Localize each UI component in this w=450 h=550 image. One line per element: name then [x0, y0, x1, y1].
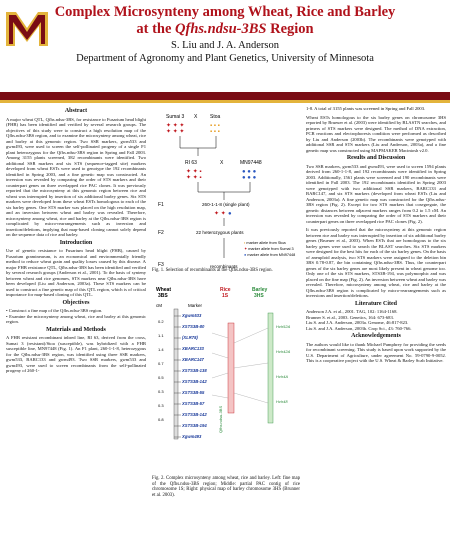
fig1-stoa: Stoa	[210, 114, 221, 120]
fig2-marker: XBARC147	[182, 357, 204, 362]
fig2-marker: XSTS3B-142	[182, 379, 207, 384]
methods-text: A FHB resistant recombinant inbred line, RI 63, derived from the cross, Sumai 3 (resistant)/Stoa (susceptible), was hybridized with a FHB susceptible line, MN97448 (Fig. 1). An F1 plant, 260-1-1-8, heterozygous for the Qfhs.ndsu-3BS region, was identified using three SSR markers, gwm533, BARC133 and gwm493. Two SSR markers, gwm533 and gwm493, were used to screen recombinants from the self-pollinated progeny of 260-1-	[6, 335, 146, 373]
abstract-heading: Abstract	[64, 108, 88, 114]
fig2-marker: XSTS3B-55	[182, 390, 205, 395]
svg-text:3HS: 3HS	[254, 293, 264, 299]
fig2-barley: Barley	[252, 287, 268, 293]
svg-text:● ● ●: ● ● ●	[242, 175, 257, 181]
svg-text:▪ ▪ ▪: ▪ ▪ ▪	[210, 123, 220, 129]
objective-2: • Examine the microsynteny among wheat, rice and barley at this genomic region.	[6, 313, 146, 324]
header-rule	[0, 92, 450, 100]
poster-title-line2: at the Qfhs.ndsu-3BS Region	[136, 21, 314, 37]
lit-1: Anderson J.A. et al., 2001. TAG, 102: 1164-1168.	[306, 309, 398, 314]
results-text-2: It was previously reported that the microsynteny at this genomic region between rice and barley was interrupted by insertion of six additional barley genes (Brueuer et al., 2003). When ESTs that are homologous to the six barley genes were used to search the BLAST searches. Six STS markers were designed for the best hits for each of the six barley genes. On the basis of aneuploid analysis, two STS markers were assigned to the deletion bin 3BS 0.78-0.87, the bin containing Qfhs.ndsu-3BS. Thus, the counterpart genes of the six barley genes are most likely present in wheat genome too. Only one of the six STS markers, STS3B-194, was polymorphic and was placed on the fine map (Fig. 2). An inversion between wheat and barley was revealed. Therefore, microsynteny among wheat, rice and barley at the Qfhs.ndsu-3BS region is complicated by micro-rearrangements such as inversions and insertion/deletions.	[306, 227, 446, 298]
intro-text: Use of genetic resistance to Fusarium head blight (FHB), caused by Fusarium graminearum, is an economical and environmentally friendly method to reduce wheat grain and quality losses caused by this disease. A major FHB resistance QTL, Qfhs.ndsu-3BS has been identified and verified by several research groups (Anderson et al., 2001). To the basis of synteny between wheat and rice genomes, STS markers near Qfhs.ndsu-3BS have been developed (Liu and Anderson, 2003a). These STS markers can be used to construct a fine genetic map of this QTL region, which is of critical importance for map-based cloning of this QTL.	[6, 248, 146, 297]
objectives-heading: Objectives	[62, 299, 90, 306]
department: Department of Agronomy and Plant Genetics, University of Minnesota	[76, 53, 374, 64]
svg-text:▪ ▪ ▪: ▪ ▪ ▪	[210, 129, 220, 135]
fig2-marker: XSTS3B-57	[182, 401, 205, 406]
svg-text:●: ●	[228, 211, 232, 217]
fig2-barley-chr	[268, 313, 273, 423]
header-rule-gold	[0, 100, 450, 103]
fig1-legend	[244, 241, 295, 257]
fig2-distance: 0.8	[158, 417, 164, 422]
fig1-f1: F1	[158, 202, 164, 208]
fig1-mn: MN97448	[240, 160, 262, 166]
fig1-f2: F2	[158, 230, 164, 236]
svg-text:✦ ✦ ▪: ✦ ✦ ▪	[186, 175, 202, 181]
svg-text:● ● ●: ● ● ●	[242, 169, 257, 175]
svg-text:● marker allele from MN97448: ● marker allele from MN97448	[244, 253, 296, 257]
fig2-marker: XSTS3B-80	[182, 324, 205, 329]
fig2-distance: 0.3	[158, 389, 164, 394]
fig1-caption: Fig. 1. Selection of recombinants at the Qfhs.ndsu-3BS region.	[152, 268, 273, 273]
svg-text:✦ ✦ ▪: ✦ ✦ ▪	[186, 169, 202, 175]
fig2-marker-label: Marker	[188, 303, 203, 308]
fig2-barley-gene: Hvh52A	[276, 324, 291, 329]
fig2-synteny-lines	[212, 328, 268, 403]
fig2-qtl: Qfhs.ndsu-3BS	[218, 405, 223, 433]
results-text-1: Two SSR markers, gwm533 and gwm493, were used to screen 1594 plants derived from 260-1-1-8, and 192 recombinants were identified in Spring 2003. Additionally, 1561 plants were screened and 190 recombinants were identified in Fall 2003. The 192 recombinants identified in Spring 2003 were genotyped with two additional SSR markers, BARC133 and BARC147, and six STS markers (developed from wheat ESTs (Liu and Anderson, 2003a). A fine genetic map was constructed for the Qfhs.ndsu-3BS region (Fig. 2). Except for two STS markers that cosegregate, the genetic distances between adjacent markers ranges from 0.2 to 1.5 cM. An inversion was revealed by comparing the order of STS markers and their counterpart genes on three overlapped rice PAC clones (Fig. 2).	[306, 163, 446, 224]
intro-heading: Introduction	[59, 239, 93, 246]
fig2-distance: 1.4	[158, 347, 164, 352]
fig2-barley-gene: Hvh48	[276, 399, 288, 404]
ack-text: The authors would like to thank Michael Pumphrey for providing the seeds for recombinant screening. This study is based upon work supported by the U.S. Department of Agriculture, under agreement No. 59-0790-9-0052. This is a cooperative project with the U.S. Wheat & Barley Scab Initiative.	[306, 341, 446, 363]
fig1-recombinants: recombinants	[210, 264, 238, 269]
figure-2	[152, 283, 302, 473]
svg-text:▪ marker allele from Stoa: ▪ marker allele from Stoa	[244, 241, 286, 245]
fig2-barley-gene: Hvh42A	[276, 349, 291, 354]
fig2-marker: XSTS3B-194	[182, 423, 207, 428]
fig2-rice-pac	[228, 323, 234, 413]
fig2-distance: 1.1	[158, 333, 164, 338]
fig2-cm: cM	[156, 303, 162, 308]
poster-title: Complex Microsynteny among Wheat, Rice and Barley	[54, 4, 396, 20]
svg-text:1S: 1S	[222, 293, 229, 299]
fig2-marker: XSTS3B-142	[182, 412, 207, 417]
authors: S. Liu and J. A. Anderson	[171, 40, 279, 51]
svg-text:✦ ✦: ✦ ✦	[214, 211, 226, 217]
literature-heading: Literature Cited	[354, 300, 398, 307]
svg-text:✦ ✦ ✦: ✦ ✦ ✦	[166, 129, 185, 135]
fig1-x1: X	[194, 114, 198, 120]
fig2-distance: 0.5	[158, 375, 164, 380]
abstract-text: A major wheat QTL, Qfhs.ndsu-3BS, for resistance to Fusarium head blight (FHB) has been identified and verified by several research groups. The objectives of this study were to construct a high resolution map of the Qfhs.ndsu-3BS region, and to examine the microsynteny among wheat, rice and barley at this genomic region. Two SSR markers, gwm533 and gwm493, were used to screen the self-pollinated progeny of a single F1 plant heterozygous for the Qfhs.ndsu-3BS region in Spring and Fall 2003. Among 3155 plants screened, 382 recombinants were identified. Two additional SSR markers and six STS (sequence-tagged site) markers developed from wheat ESTs were used to genotype the 192 recombinants identified in Spring 2003, and a fine genetic map was constructed. An inversion was revealed by comparing the order of STS markers and their counterpart genes on three overlapped rice PAC clones. It was previously reported that the microsynteny at this genomic region between rice and wheat was interrupted by insertion of six additional barley genes. Six STS markers were developed from these wheat ESTs homologous to each of the six barley genes. One STS marker was placed on the high resolution map, and an inversion between wheat and barley was revealed. Therefore, microsynteny among wheat, rice and barley at the Qfhs.ndsu-3BS region is complicated by micro-rearrangements such as inversion and insertion/deletions, implying that map-based cloning cannot solely depend on the sequence data of rice and barley.	[6, 116, 146, 237]
fig1-sumai-alleles	[166, 122, 184, 135]
left-column	[6, 106, 146, 377]
lit-3: Liu S. and J.A. Anderson, 2003a. Genome, 46:817-823.	[306, 320, 409, 325]
results-heading: Results and Discussion	[346, 155, 406, 161]
fig2-barley-gene: Hvh4A	[276, 374, 289, 379]
fig1-stoa-alleles	[210, 123, 220, 135]
fig1-f1-plant: 260-1-1-8 (single plant)	[202, 202, 250, 207]
methods-heading: Materials and Methods	[46, 326, 106, 333]
fig1-het: 22 heterozygous plants	[196, 230, 244, 235]
svg-text:✦ marker allele from Sumai 3: ✦ marker allele from Sumai 3	[244, 247, 294, 251]
fig2-marker: XSTS3B-138	[182, 368, 207, 373]
fig2-distance: 0.2	[158, 319, 164, 324]
fig2-marker: Xgwm493	[182, 434, 202, 439]
fig2-rice: Rice	[220, 287, 231, 293]
objective-1: • Construct a fine map of the Qfhs.ndsu-3BS region.	[6, 308, 103, 313]
svg-text:✦ ✦ ✦: ✦ ✦ ✦	[166, 123, 185, 129]
ack-heading: Acknowledgements	[351, 333, 401, 339]
methods-cont-2: Wheat ESTs homologous to the six barley genes on chromosome 3HS reported by Brueuer et al. (2003) were identified by BLASTN searches, and primers of STS markers were designed. The method of DNA extraction, PCR reactions and electrophoresis condition were performed as described by Liu and Anderson (2003b). The recombinants were genotyped with additional SSR and STS markers (Liu and Anderson, 2003a), and a fine genetic map was constructed using MAPMAKER Macintosh v2.0.	[306, 114, 446, 153]
fig2-marker: XBARC133	[182, 346, 204, 351]
lit-2: Brunner S. et al., 2003. Genetics, 164: 673-683.	[306, 314, 394, 320]
svg-text:3BS: 3BS	[158, 293, 168, 299]
fig2-caption: Fig. 2. Complex microsynteny among wheat, rice and barley. Left: fine map of the Qfhs.ndsu-3BS region; Middle: partial PAC contig of rice chromosome 1S; Right: physical map of barley chromosome 3HS (Brunner et al. 2003).	[152, 476, 300, 498]
fig2-wheat: Wheat	[156, 287, 171, 293]
fig2-chromosome	[174, 309, 178, 439]
fig2-marker: Xgwm533	[182, 313, 202, 318]
right-column	[306, 106, 446, 367]
lit-4: Liu S. and J.A. Anderson, 2003b. Crop Sci., 43: 760-766.	[306, 325, 412, 331]
methods-cont: 1-8. A total of 3155 plants was screened in Spring and Fall 2003.	[306, 106, 426, 111]
fig1-f3: F3	[158, 262, 164, 268]
fig2-distance: 0.3	[158, 403, 164, 408]
fig1-ri63: RI 63	[185, 160, 197, 166]
fig1-sumai: Sumai 3	[166, 114, 185, 120]
fig1-x2: X	[220, 160, 224, 166]
fig2-distance: 0.7	[158, 361, 164, 366]
fig2-marker: (XLR78)	[182, 335, 198, 340]
